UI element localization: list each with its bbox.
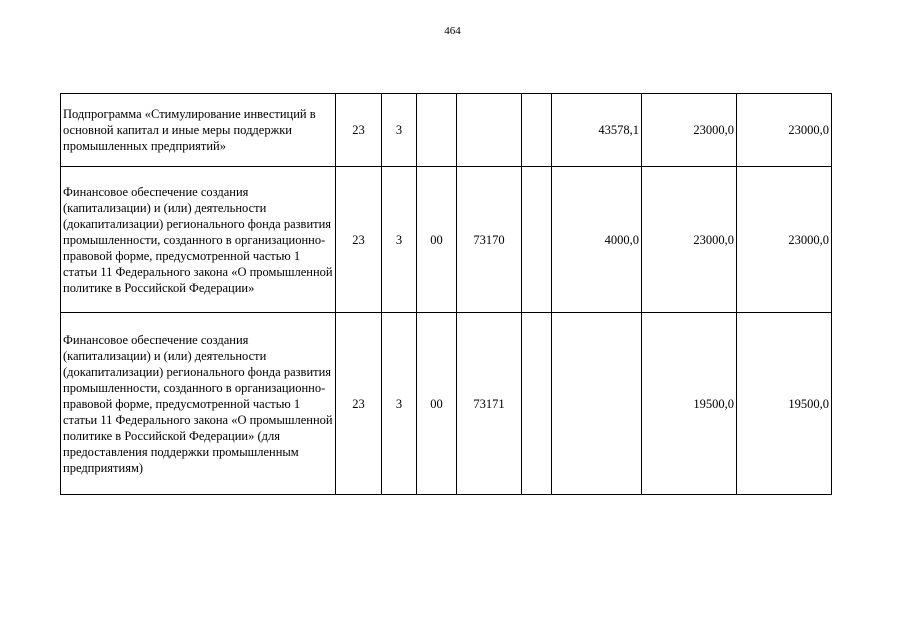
cell-program-code: 23 (336, 313, 382, 495)
cell-name: Финансовое обеспечение создания (капитализации) и (или) деятельности (докапитализации) регионального фонда развития промышленности, созданного в организационно-правовой форме, предусмотренной частью 1 статьи 11 Федерального закона «О промышленной политике в Российской Федерации» (61, 167, 336, 313)
cell-amount-3: 23000,0 (737, 94, 832, 167)
cell-program-code: 23 (336, 167, 382, 313)
table-row (61, 313, 832, 495)
cell-expense-type (522, 167, 552, 313)
cell-direction-code (457, 94, 522, 167)
page-number: 464 (444, 25, 461, 37)
cell-direction-code: 73170 (457, 167, 522, 313)
cell-expense-type (522, 313, 552, 495)
cell-amount-3: 23000,0 (737, 167, 832, 313)
table-row (61, 167, 832, 313)
table-row (61, 94, 832, 167)
cell-amount-1: 43578,1 (552, 94, 642, 167)
cell-program-code: 23 (336, 94, 382, 167)
cell-amount-1 (552, 313, 642, 495)
cell-amount-2: 19500,0 (642, 313, 737, 495)
cell-amount-2: 23000,0 (642, 167, 737, 313)
cell-name: Финансовое обеспечение создания (капитализации) и (или) деятельности (докапитализации) регионального фонда развития промышленности, созданного в организационно-правовой форме, предусмотренной частью 1 статьи 11 Федерального закона «О промышленной политике в Российской Федерации» (для предоставления поддержки промышленным предприятиям) (61, 313, 336, 495)
cell-event-code: 00 (417, 313, 457, 495)
cell-subprogram-code: 3 (382, 167, 417, 313)
cell-event-code: 00 (417, 167, 457, 313)
cell-event-code (417, 94, 457, 167)
cell-expense-type (522, 94, 552, 167)
cell-name: Подпрограмма «Стимулирование инвестиций в основной капитал и иные меры поддержки промышленных предприятий» (61, 94, 336, 167)
cell-subprogram-code: 3 (382, 94, 417, 167)
cell-amount-1: 4000,0 (552, 167, 642, 313)
cell-subprogram-code: 3 (382, 313, 417, 495)
cell-direction-code: 73171 (457, 313, 522, 495)
budget-table (60, 93, 832, 495)
cell-amount-2: 23000,0 (642, 94, 737, 167)
cell-amount-3: 19500,0 (737, 313, 832, 495)
